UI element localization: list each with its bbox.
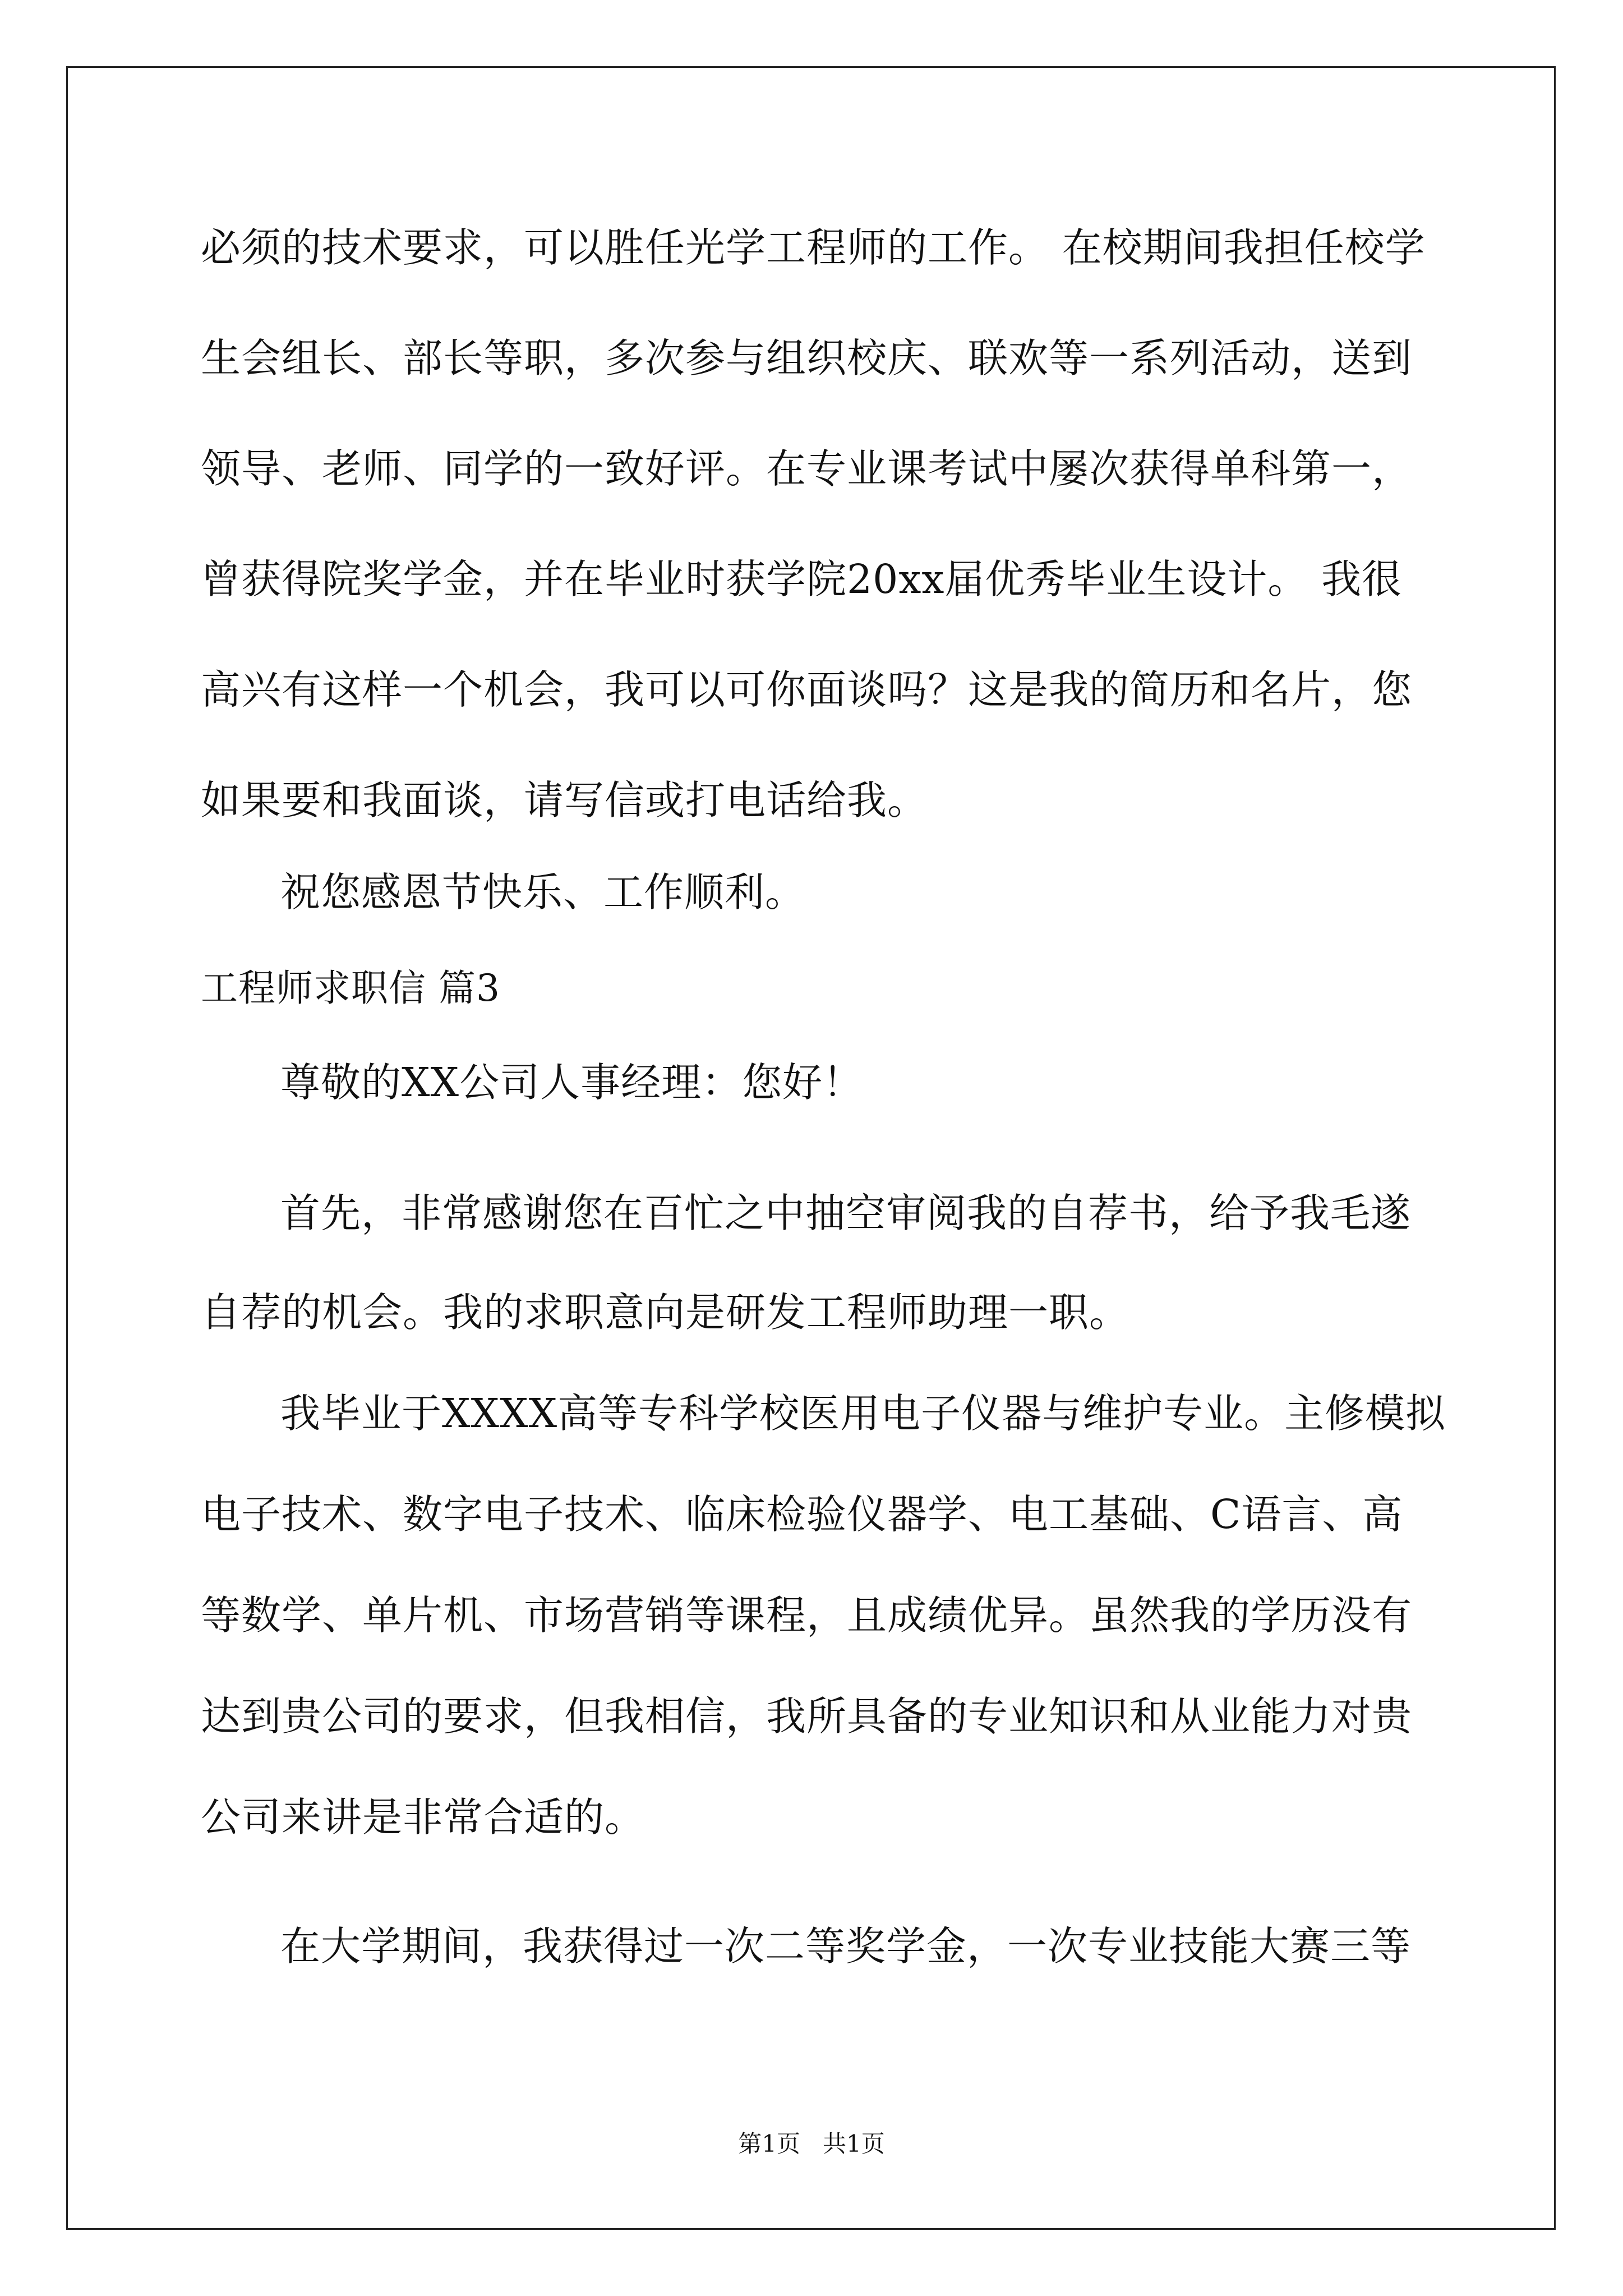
page-footer: 第1页 共1页	[738, 2130, 885, 2157]
section-heading: 工程师求职信 篇3	[201, 967, 500, 1010]
body-line-7: 首先，非常感谢您在百忙之中抽空审阅我的自荐书，给予我毛遂	[280, 1190, 1412, 1236]
body-line-4: 曾获得院奖学金，并在毕业时获学院20xx届优秀毕业生设计。 我很	[201, 556, 1402, 602]
body-line-13: 公司来讲是非常合适的。	[201, 1794, 645, 1841]
body-line-10: 电子技术、数字电子技术、临床检验仪器学、电工基础、C语言、高	[201, 1491, 1403, 1538]
page-border	[66, 66, 1556, 2230]
body-line-9: 我毕业于XXXX高等专科学校医用电子仪器与维护专业。主修模拟	[280, 1390, 1446, 1437]
body-line-1: 必须的技术要求，可以胜任光学工程师的工作。 在校期间我担任校学	[201, 224, 1426, 271]
body-line-5: 高兴有这样一个机会，我可以可你面谈吗？这是我的简历和名片，您	[201, 666, 1413, 713]
body-line-2: 生会组长、部长等职，多次参与组织校庆、联欢等一系列活动，送到	[201, 335, 1413, 381]
body-line-6: 如果要和我面谈，请写信或打电话给我。	[201, 777, 928, 823]
salutation: 尊敬的XX公司人事经理：您好！	[280, 1059, 864, 1106]
body-line-14: 在大学期间，我获得过一次二等奖学金，一次专业技能大赛三等	[280, 1923, 1412, 1970]
closing-line: 祝您感恩节快乐、工作顺利。	[280, 869, 806, 915]
body-line-3: 领导、老师、同学的一致好评。在专业课考试中屡次获得单科第一，	[201, 445, 1413, 492]
body-line-11: 等数学、单片机、市场营销等课程，且成绩优异。虽然我的学历没有	[201, 1592, 1413, 1639]
body-line-12: 达到贵公司的要求，但我相信，我所具备的专业知识和从业能力对贵	[201, 1693, 1413, 1740]
body-line-8: 自荐的机会。我的求职意向是研发工程师助理一职。	[201, 1289, 1130, 1336]
